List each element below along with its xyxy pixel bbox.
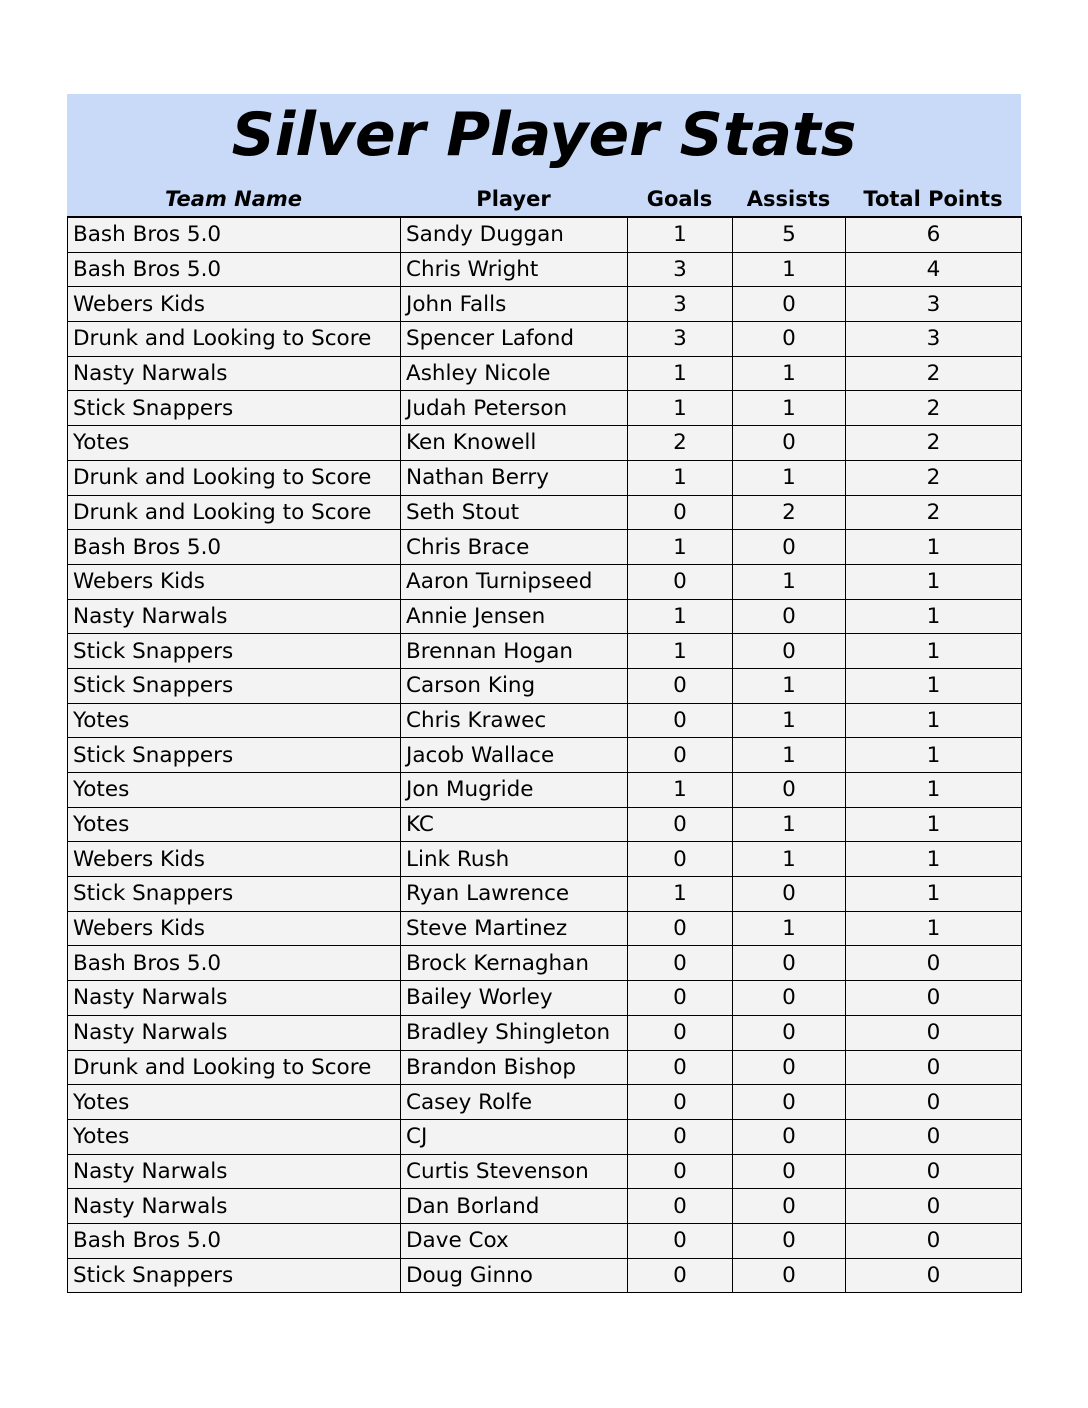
assists-cell: 1 — [733, 356, 846, 391]
total-points-cell: 3 — [846, 322, 1022, 357]
total-points-cell: 4 — [846, 252, 1022, 287]
goals-cell: 3 — [628, 287, 733, 322]
player-name-cell: Brock Kernaghan — [401, 946, 628, 981]
team-name-cell: Nasty Narwals — [68, 981, 401, 1016]
assists-cell: 1 — [733, 703, 846, 738]
table-row — [68, 911, 1022, 946]
table-row — [68, 356, 1022, 391]
column-header-row — [67, 182, 1021, 216]
total-points-cell: 2 — [846, 460, 1022, 495]
goals-cell: 0 — [628, 668, 733, 703]
total-points-cell: 1 — [846, 530, 1022, 565]
team-name-cell: Webers Kids — [68, 287, 401, 322]
table-row — [68, 807, 1022, 842]
goals-cell: 0 — [628, 807, 733, 842]
total-points-cell: 2 — [846, 356, 1022, 391]
assists-cell: 1 — [733, 391, 846, 426]
player-name-cell: Aaron Turnipseed — [401, 564, 628, 599]
team-name-cell: Stick Snappers — [68, 1258, 401, 1293]
player-name-cell: KC — [401, 807, 628, 842]
team-name-cell: Stick Snappers — [68, 634, 401, 669]
table-row — [68, 391, 1022, 426]
assists-cell: 1 — [733, 668, 846, 703]
total-points-cell: 1 — [846, 668, 1022, 703]
table-row — [68, 599, 1022, 634]
table-row — [68, 1085, 1022, 1120]
goals-cell: 0 — [628, 1258, 733, 1293]
team-name-cell: Yotes — [68, 807, 401, 842]
team-name-cell: Bash Bros 5.0 — [68, 946, 401, 981]
player-name-cell: CJ — [401, 1119, 628, 1154]
total-points-cell: 1 — [846, 599, 1022, 634]
goals-cell: 0 — [628, 1189, 733, 1224]
goals-cell: 1 — [628, 460, 733, 495]
total-points-cell: 0 — [846, 981, 1022, 1016]
total-points-cell: 0 — [846, 1015, 1022, 1050]
table-row — [68, 322, 1022, 357]
table-row — [68, 1050, 1022, 1085]
player-name-cell: Bradley Shingleton — [401, 1015, 628, 1050]
team-name-cell: Nasty Narwals — [68, 599, 401, 634]
assists-cell: 1 — [733, 842, 846, 877]
goals-cell: 0 — [628, 911, 733, 946]
column-header-total-points: Total Points — [863, 187, 1003, 211]
column-header-player: Player — [476, 187, 551, 211]
assists-cell: 0 — [733, 877, 846, 912]
team-name-cell: Nasty Narwals — [68, 1154, 401, 1189]
table-row — [68, 842, 1022, 877]
player-name-cell: Ken Knowell — [401, 426, 628, 461]
team-name-cell: Bash Bros 5.0 — [68, 530, 401, 565]
goals-cell: 0 — [628, 1223, 733, 1258]
total-points-cell: 1 — [846, 703, 1022, 738]
assists-cell: 0 — [733, 1050, 846, 1085]
goals-cell: 1 — [628, 530, 733, 565]
table-row — [68, 946, 1022, 981]
player-name-cell: Chris Wright — [401, 252, 628, 287]
goals-cell: 0 — [628, 981, 733, 1016]
table-row — [68, 981, 1022, 1016]
goals-cell: 0 — [628, 946, 733, 981]
player-name-cell: Link Rush — [401, 842, 628, 877]
player-stats-table — [67, 216, 1022, 1293]
team-name-cell: Webers Kids — [68, 842, 401, 877]
total-points-cell: 0 — [846, 1119, 1022, 1154]
total-points-cell: 1 — [846, 877, 1022, 912]
team-name-cell: Yotes — [68, 426, 401, 461]
goals-cell: 1 — [628, 217, 733, 252]
team-name-cell: Nasty Narwals — [68, 1015, 401, 1050]
player-name-cell: Carson King — [401, 668, 628, 703]
goals-cell: 0 — [628, 564, 733, 599]
team-name-cell: Bash Bros 5.0 — [68, 252, 401, 287]
goals-cell: 0 — [628, 842, 733, 877]
total-points-cell: 2 — [846, 495, 1022, 530]
title-header-band — [67, 94, 1021, 216]
team-name-cell: Webers Kids — [68, 911, 401, 946]
team-name-cell: Webers Kids — [68, 564, 401, 599]
assists-cell: 1 — [733, 252, 846, 287]
table-row — [68, 703, 1022, 738]
assists-cell: 1 — [733, 911, 846, 946]
total-points-cell: 0 — [846, 1154, 1022, 1189]
team-name-cell: Nasty Narwals — [68, 356, 401, 391]
team-name-cell: Drunk and Looking to Score — [68, 460, 401, 495]
assists-cell: 0 — [733, 322, 846, 357]
player-name-cell: Dan Borland — [401, 1189, 628, 1224]
team-name-cell: Bash Bros 5.0 — [68, 217, 401, 252]
assists-cell: 0 — [733, 530, 846, 565]
team-name-cell: Yotes — [68, 703, 401, 738]
table-row — [68, 1258, 1022, 1293]
page-title: Silver Player Stats — [231, 100, 857, 170]
player-name-cell: Seth Stout — [401, 495, 628, 530]
player-name-cell: Brandon Bishop — [401, 1050, 628, 1085]
total-points-cell: 1 — [846, 911, 1022, 946]
assists-cell: 0 — [733, 287, 846, 322]
player-name-cell: Judah Peterson — [401, 391, 628, 426]
assists-cell: 1 — [733, 564, 846, 599]
total-points-cell: 0 — [846, 1189, 1022, 1224]
assists-cell: 1 — [733, 738, 846, 773]
goals-cell: 3 — [628, 252, 733, 287]
column-header-goals: Goals — [646, 187, 713, 211]
team-name-cell: Yotes — [68, 1119, 401, 1154]
assists-cell: 0 — [733, 946, 846, 981]
player-stats-rows — [68, 217, 1022, 1293]
goals-cell: 1 — [628, 634, 733, 669]
table-row — [68, 738, 1022, 773]
assists-cell: 0 — [733, 1119, 846, 1154]
team-name-cell: Drunk and Looking to Score — [68, 495, 401, 530]
table-row — [68, 460, 1022, 495]
assists-cell: 1 — [733, 460, 846, 495]
player-name-cell: Dave Cox — [401, 1223, 628, 1258]
table-row — [68, 287, 1022, 322]
assists-cell: 0 — [733, 1189, 846, 1224]
team-name-cell: Stick Snappers — [68, 391, 401, 426]
total-points-cell: 1 — [846, 738, 1022, 773]
total-points-cell: 0 — [846, 1258, 1022, 1293]
table-row — [68, 1119, 1022, 1154]
total-points-cell: 1 — [846, 564, 1022, 599]
total-points-cell: 0 — [846, 1085, 1022, 1120]
table-row — [68, 530, 1022, 565]
team-name-cell: Yotes — [68, 773, 401, 808]
table-row — [68, 426, 1022, 461]
total-points-cell: 2 — [846, 426, 1022, 461]
player-name-cell: Chris Krawec — [401, 703, 628, 738]
total-points-cell: 1 — [846, 634, 1022, 669]
player-name-cell: Ryan Lawrence — [401, 877, 628, 912]
table-row — [68, 668, 1022, 703]
assists-cell: 0 — [733, 426, 846, 461]
goals-cell: 0 — [628, 1154, 733, 1189]
team-name-cell: Drunk and Looking to Score — [68, 1050, 401, 1085]
player-name-cell: Casey Rolfe — [401, 1085, 628, 1120]
goals-cell: 1 — [628, 599, 733, 634]
player-name-cell: Jon Mugride — [401, 773, 628, 808]
assists-cell: 0 — [733, 1223, 846, 1258]
assists-cell: 0 — [733, 1154, 846, 1189]
player-name-cell: Steve Martinez — [401, 911, 628, 946]
player-name-cell: Bailey Worley — [401, 981, 628, 1016]
assists-cell: 0 — [733, 1258, 846, 1293]
total-points-cell: 0 — [846, 1223, 1022, 1258]
player-name-cell: Doug Ginno — [401, 1258, 628, 1293]
table-row — [68, 634, 1022, 669]
team-name-cell: Stick Snappers — [68, 877, 401, 912]
assists-cell: 1 — [733, 807, 846, 842]
goals-cell: 0 — [628, 495, 733, 530]
goals-cell: 1 — [628, 391, 733, 426]
team-name-cell: Stick Snappers — [68, 668, 401, 703]
player-name-cell: Annie Jensen — [401, 599, 628, 634]
table-row — [68, 252, 1022, 287]
column-header-assists: Assists — [746, 187, 831, 211]
goals-cell: 3 — [628, 322, 733, 357]
goals-cell: 0 — [628, 703, 733, 738]
total-points-cell: 3 — [846, 287, 1022, 322]
total-points-cell: 0 — [846, 1050, 1022, 1085]
player-name-cell: Brennan Hogan — [401, 634, 628, 669]
player-name-cell: Spencer Lafond — [401, 322, 628, 357]
total-points-cell: 1 — [846, 773, 1022, 808]
team-name-cell: Drunk and Looking to Score — [68, 322, 401, 357]
assists-cell: 0 — [733, 1015, 846, 1050]
table-row — [68, 495, 1022, 530]
table-row — [68, 217, 1022, 252]
player-name-cell: Ashley Nicole — [401, 356, 628, 391]
goals-cell: 0 — [628, 1119, 733, 1154]
table-row — [68, 1189, 1022, 1224]
assists-cell: 0 — [733, 773, 846, 808]
team-name-cell: Stick Snappers — [68, 738, 401, 773]
assists-cell: 0 — [733, 599, 846, 634]
goals-cell: 2 — [628, 426, 733, 461]
total-points-cell: 6 — [846, 217, 1022, 252]
team-name-cell: Nasty Narwals — [68, 1189, 401, 1224]
table-row — [68, 773, 1022, 808]
player-name-cell: Sandy Duggan — [401, 217, 628, 252]
goals-cell: 1 — [628, 356, 733, 391]
stats-sheet — [67, 94, 1021, 216]
player-name-cell: Nathan Berry — [401, 460, 628, 495]
goals-cell: 1 — [628, 773, 733, 808]
table-row — [68, 877, 1022, 912]
assists-cell: 0 — [733, 981, 846, 1016]
goals-cell: 0 — [628, 1015, 733, 1050]
goals-cell: 1 — [628, 877, 733, 912]
goals-cell: 0 — [628, 1085, 733, 1120]
table-row — [68, 1223, 1022, 1258]
assists-cell: 0 — [733, 634, 846, 669]
goals-cell: 0 — [628, 738, 733, 773]
team-name-cell: Bash Bros 5.0 — [68, 1223, 401, 1258]
player-name-cell: Jacob Wallace — [401, 738, 628, 773]
total-points-cell: 1 — [846, 807, 1022, 842]
total-points-cell: 0 — [846, 946, 1022, 981]
goals-cell: 0 — [628, 1050, 733, 1085]
total-points-cell: 2 — [846, 391, 1022, 426]
assists-cell: 0 — [733, 1085, 846, 1120]
team-name-cell: Yotes — [68, 1085, 401, 1120]
player-name-cell: Curtis Stevenson — [401, 1154, 628, 1189]
table-row — [68, 1154, 1022, 1189]
table-row — [68, 564, 1022, 599]
assists-cell: 5 — [733, 217, 846, 252]
assists-cell: 2 — [733, 495, 846, 530]
player-name-cell: Chris Brace — [401, 530, 628, 565]
column-header-team-name: Team Name — [164, 187, 303, 211]
total-points-cell: 1 — [846, 842, 1022, 877]
table-row — [68, 1015, 1022, 1050]
player-name-cell: John Falls — [401, 287, 628, 322]
